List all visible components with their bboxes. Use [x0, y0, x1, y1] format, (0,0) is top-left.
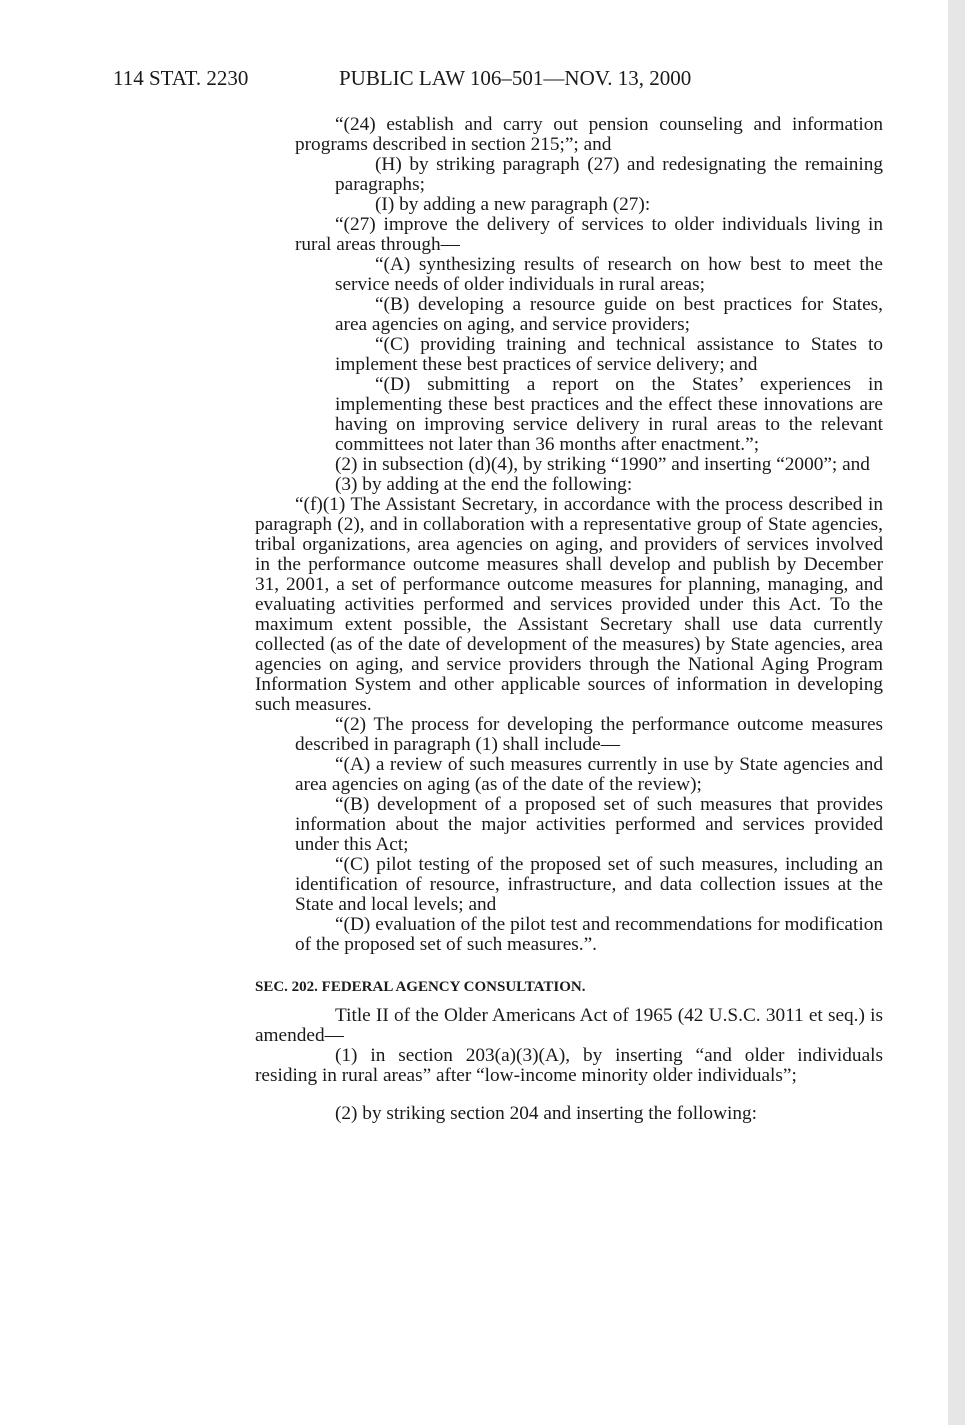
section-item-text: (1) in section 203(a)(3)(A), by inserting “and older individuals residing in rural areas” after “low-income minority older individuals”; — [255, 1045, 883, 1086]
section-intro: Title II of the Older Americans Act of 1965 (42 U.S.C. 3011 et seq.) is amended— — [255, 1005, 883, 1046]
section-item — [0, 1046, 883, 1086]
section-item-text: (2) by striking section 204 and inserting the following: — [335, 1103, 757, 1124]
document-body — [0, 115, 965, 1124]
paragraph: “(C) pilot testing of the proposed set of such measures, including an identification of resource, infrastructure, and data collection issues at the State and local levels; and — [295, 854, 883, 915]
statute-page-number: 114 STAT. 2230 — [113, 66, 249, 90]
paragraph: “(f)(1) The Assistant Secretary, in accordance with the process described in paragraph (2), and in collaboration with a representative group of State agencies, tribal organizations, area agencies on aging, and providers of services involved in the performance outcome measures shall develop and publish by December 31, 2001, a set of performance outcome measures for planning, managing, and evaluating activities performed and services provided under this Act. To the maximum extent possible, the Assistant Secretary shall use data currently collected (as of the date of development of the measures) by State agencies, area agencies on aging, and service providers through the National Aging Program Information System and other applicable sources of information in developing such measures. — [255, 494, 883, 715]
paragraph: (I) by adding a new paragraph (27): — [375, 194, 651, 215]
paragraph: “(24) establish and carry out pension counseling and information programs described in section 215;”; and — [295, 114, 883, 155]
paragraph: “(A) synthesizing results of research on how best to meet the service needs of older individuals in rural areas; — [335, 254, 883, 295]
paragraph: “(B) development of a proposed set of such measures that provides information about the major activities performed and services provided under this Act; — [295, 794, 883, 855]
public-law-title: PUBLIC LAW 106–501—NOV. 13, 2000 — [339, 66, 692, 90]
section-heading: SEC. 202. FEDERAL AGENCY CONSULTATION. — [255, 979, 586, 995]
paragraph: (3) by adding at the end the following: — [335, 474, 633, 495]
paragraph: “(A) a review of such measures currently in use by State agencies and area agencies on aging (as of the date of the review); — [295, 754, 883, 795]
paragraph: “(D) submitting a report on the States’ experiences in implementing these best practices and the effect these innovations are having on improving service delivery in rural areas to the relevant committees not later than 36 months after enactment.”; — [335, 374, 883, 455]
paragraph: “(D) evaluation of the pilot test and recommendations for modification of the proposed set of such measures.”. — [295, 914, 883, 955]
paragraph: (2) in subsection (d)(4), by striking “1990” and inserting “2000”; and — [335, 454, 870, 475]
paragraph: “(2) The process for developing the performance outcome measures described in paragraph (1) shall include— — [295, 714, 883, 755]
paragraph: “(27) improve the delivery of services to older individuals living in rural areas through— — [295, 214, 883, 255]
running-header — [0, 66, 965, 96]
paragraph: “(B) developing a resource guide on best practices for States, area agencies on aging, and service providers; — [335, 294, 883, 335]
section-item — [0, 1104, 883, 1124]
paragraph: “(C) providing training and technical assistance to States to implement these best practices of service delivery; and — [335, 334, 883, 375]
paragraph: (H) by striking paragraph (27) and redesignating the remaining paragraphs; — [335, 154, 883, 195]
